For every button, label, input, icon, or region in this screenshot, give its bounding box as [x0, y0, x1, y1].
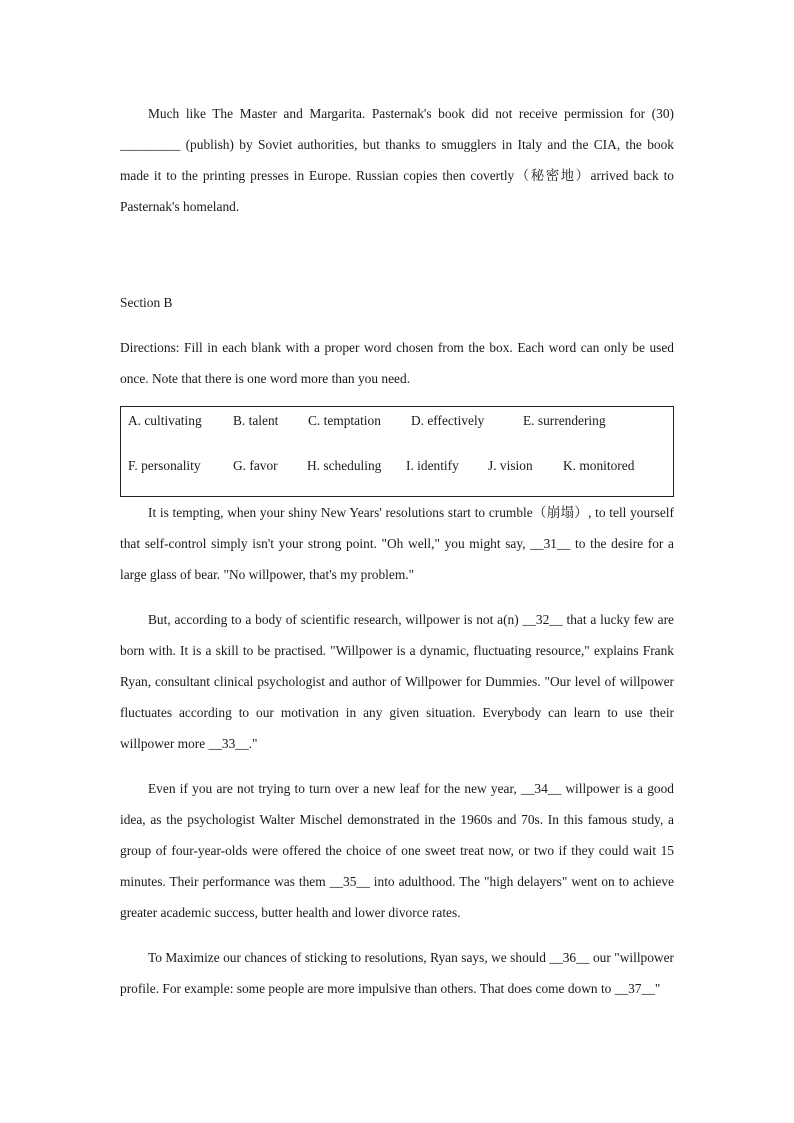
word-option-h: H. scheduling: [307, 458, 382, 473]
passage-paragraph-4: To Maximize our chances of sticking to resolutions, Ryan says, we should __36__ our "willpower profile. For example: some people are more impulsive than others. That does come down to __37__": [120, 950, 674, 996]
word-option-b: B. talent: [233, 413, 279, 428]
word-option-c: C. temptation: [308, 413, 381, 428]
word-option-f: F. personality: [128, 458, 201, 473]
paragraph-30: Much like The Master and Margarita. Pasternak's book did not receive permission for (30) _________ (publish) by Soviet authorities, but thanks to smugglers in Italy and the CIA, the book made it to the printing presses in Europe. Russian copies then covertly（秘密地）arrived back to Pasternak's homeland.: [120, 106, 674, 214]
passage-paragraph-3: Even if you are not trying to turn over a new leaf for the new year, __34__ willpower is a good idea, as the psychologist Walter Mischel demonstrated in the 1960s and 70s. In this famous study, a group of four-year-olds were offered the choice of one sweet treat now, or two if they could wait 15 minutes. Their performance was them __35__ into adulthood. The "high delayers" went on to achieve greater academic success, butter health and lower divorce rates.: [120, 781, 674, 920]
word-option-a: A. cultivating: [128, 413, 202, 428]
word-option-g: G. favor: [233, 458, 278, 473]
passage-paragraph-1: It is tempting, when your shiny New Years' resolutions start to crumble（崩塌）, to tell yourself that self-control simply isn't your strong point. "Oh well," you might say, __31__ to the desire for a large glass of bear. "No willpower, that's my problem.": [120, 505, 674, 582]
word-box: [120, 406, 674, 497]
section-b-title: Section B: [120, 295, 173, 310]
word-option-e: E. surrendering: [523, 413, 606, 428]
word-option-d: D. effectively: [411, 413, 485, 428]
word-option-k: K. monitored: [563, 458, 635, 473]
passage-paragraph-2: But, according to a body of scientific research, willpower is not a(n) __32__ that a lucky few are born with. It is a skill to be practised. "Willpower is a dynamic, fluctuating resource," explains Frank Ryan, consultant clinical psychologist and author of Willpower for Dummies. "Our level of willpower fluctuates according to our motivation in any given situation. Everybody can learn to use their willpower more __33__.": [120, 612, 674, 751]
word-option-j: J. vision: [488, 458, 533, 473]
word-option-i: I. identify: [406, 458, 459, 473]
section-b-directions: Directions: Fill in each blank with a proper word chosen from the box. Each word can only be used once. Note that there is one word more than you need.: [120, 340, 674, 386]
document-page: [120, 98, 674, 1004]
